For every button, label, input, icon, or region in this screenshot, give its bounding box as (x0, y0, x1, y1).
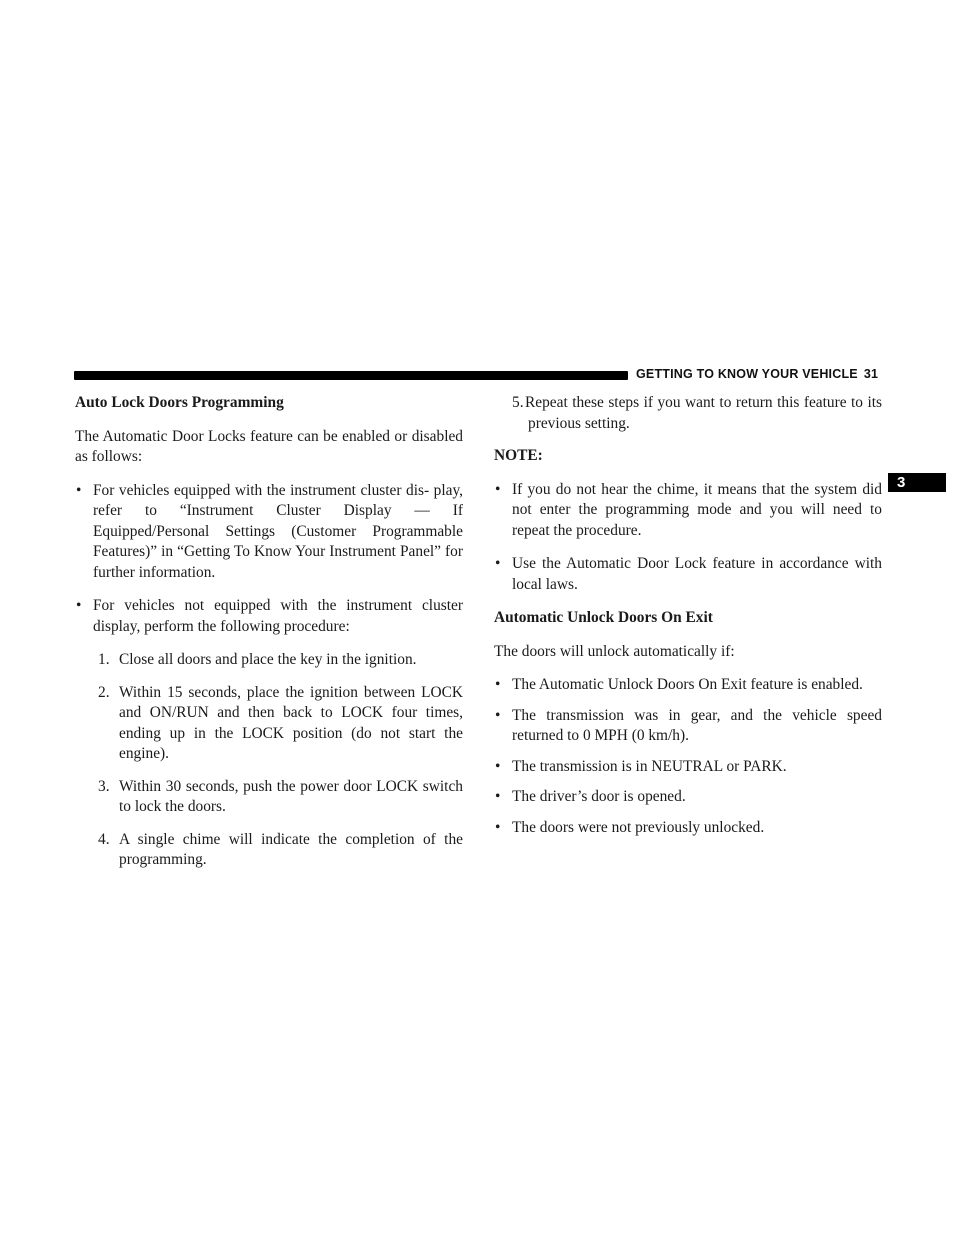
condition-bullet: • The doors were not previously unlocked. (494, 818, 882, 839)
step-number: 4. (98, 830, 110, 848)
intro-paragraph: The Automatic Door Locks feature can be enabled or disabled as follows: (75, 427, 463, 465)
step-number: 5. (512, 394, 524, 411)
left-column (75, 393, 463, 883)
step-text: Repeat these steps if you want to return this feature to its previous setting. (525, 394, 882, 432)
procedure-step (75, 683, 463, 765)
procedure-step (75, 830, 463, 871)
bullet-item: • For vehicles equipped with the instrument cluster dis- play, refer to “Instrument Cluster Display — If Equipped/Personal Settings (Customer Programmable Features)” in “Getting To Know Your Instrument Panel” for further information. (75, 481, 463, 584)
page-number: 31 (863, 367, 879, 381)
step-text: Within 15 seconds, place the ignition between LOCK and ON/RUN and then back to LOCK four times, ending up in the LOCK position (do not start the engine). (119, 683, 463, 762)
step-text: Within 30 seconds, push the power door LOCK switch to lock the doors. (119, 777, 463, 815)
running-header (636, 367, 886, 381)
note-label: NOTE: (494, 447, 543, 464)
procedure-step (75, 777, 463, 818)
condition-bullet: • The Automatic Unlock Doors On Exit feature is enabled. (494, 675, 882, 696)
condition-bullet: • The driver’s door is opened. (494, 787, 882, 808)
step-number: 2. (98, 683, 110, 701)
step-text: A single chime will indicate the completion of the programming. (119, 830, 463, 868)
bullet-item: • For vehicles not equipped with the instrument cluster display, perform the following procedure: (75, 596, 463, 637)
step-number: 3. (98, 777, 110, 795)
section-heading-unlock-on-exit: Automatic Unlock Doors On Exit (494, 609, 713, 626)
procedure-step (75, 650, 463, 671)
intro-paragraph: The doors will unlock automatically if: (494, 642, 735, 660)
running-title: GETTING TO KNOW YOUR VEHICLE (636, 367, 858, 381)
step-number: 1. (98, 651, 110, 668)
condition-bullet: • The transmission is in NEUTRAL or PARK. (494, 757, 882, 778)
step-text: Close all doors and place the key in the ignition. (119, 651, 417, 668)
chapter-tab: 3 (888, 473, 946, 492)
condition-bullet: • The transmission was in gear, and the vehicle speed returned to 0 MPH (0 km/h). (494, 706, 882, 747)
note-bullet: • Use the Automatic Door Lock feature in accordance with local laws. (494, 554, 882, 595)
section-heading-auto-lock: Auto Lock Doors Programming (75, 394, 284, 411)
right-column (494, 393, 882, 848)
note-bullet: • If you do not hear the chime, it means that the system did not enter the programming mode and you will need to repeat the procedure. (494, 480, 882, 542)
header-rule (74, 371, 628, 380)
procedure-step (494, 393, 882, 434)
